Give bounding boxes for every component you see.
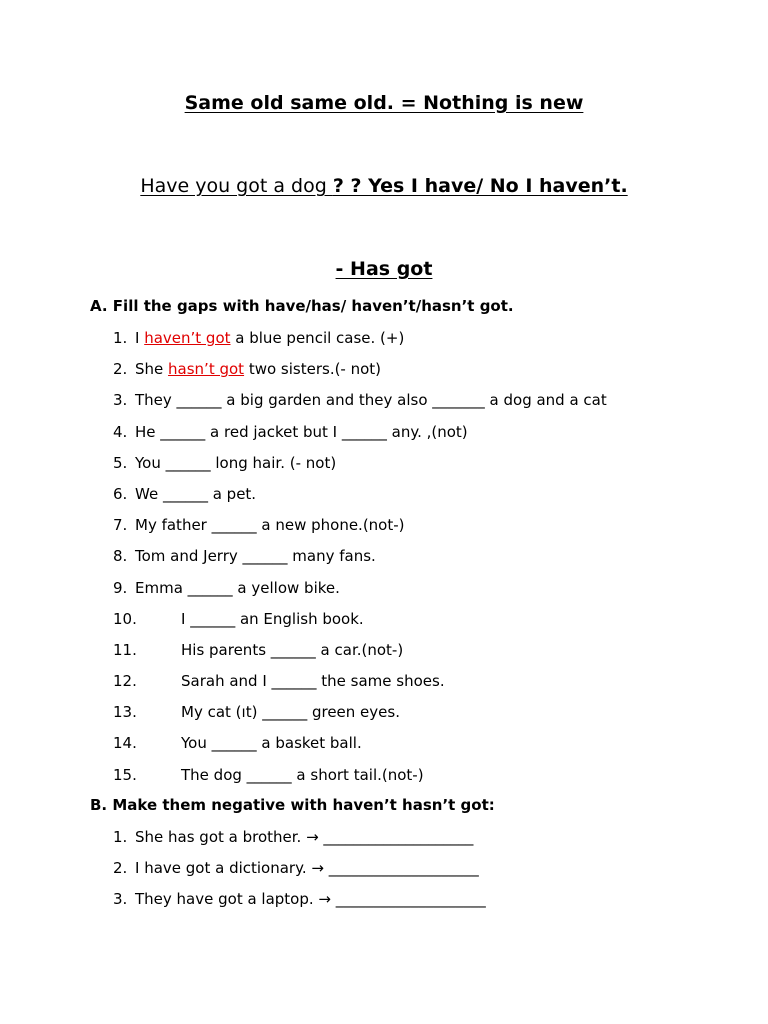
item-number: 10. [113,609,137,628]
item-number: 3. [113,391,128,410]
item-text: The dog ______ a short tail.(not-) [181,765,424,784]
item-text-pre: I [135,329,145,347]
item-text: His parents ______ a car.(not-) [181,640,404,659]
item-text [135,328,404,348]
item-text: My cat (ıt) ______ green eyes. [181,703,400,722]
item-number: 15. [113,765,137,784]
item-number: 2. [113,360,128,379]
item-number: 14. [113,734,137,753]
item-number: 2. [113,859,128,878]
item-text: Sarah and I ______ the same shoes. [181,672,445,691]
item-number: 6. [113,484,128,503]
item-number: 12. [113,672,137,691]
item-text: They ______ a big garden and they also _______ a dog and a cat [135,391,607,410]
section-a-heading: A. Fill the gaps with have/has/ haven’t/hasn’t got. [90,297,514,315]
answer-text: haven’t got [144,329,231,347]
example-question-plain: Have you got a dog [140,175,333,197]
subheading: - Has got [335,258,433,280]
example-question-answer: ? ? Yes I have/ No I haven’t. [332,175,628,197]
item-number: 9. [113,578,128,597]
answer-text: hasn’t got [168,360,245,379]
item-text: She has got a brother. → ____________________ [135,828,474,846]
item-text: Tom and Jerry ______ many fans. [135,547,376,566]
item-number: 7. [113,516,128,535]
page-title: Same old same old. = Nothing is new [184,92,584,114]
item-number: 1. [113,329,128,347]
item-number: 4. [113,422,128,441]
item-text-pre: She [135,360,169,379]
item-text: You ______ long hair. (- not) [135,453,337,472]
item-text-post: a blue pencil case. (+) [230,329,405,347]
item-number: 8. [113,547,128,566]
item-text: I ______ an English book. [181,609,364,628]
item-text: My father ______ a new phone.(not-) [135,516,405,535]
item-text: They have got a laptop. → ____________________ [135,890,486,909]
item-text [135,359,381,379]
section-b-heading: B. Make them negative with haven’t hasn’t got: [90,796,495,814]
item-text: I have got a dictionary. → ____________________ [135,859,479,878]
item-number: 13. [113,703,137,722]
item-number: 11. [113,640,137,659]
item-text-post: two sisters.(- not) [244,360,382,379]
item-text: We ______ a pet. [135,484,257,503]
item-number: 3. [113,890,128,909]
item-text: He ______ a red jacket but I ______ any. ,(not) [135,422,468,441]
item-text: Emma ______ a yellow bike. [135,578,340,597]
item-number: 5. [113,453,128,472]
item-text: You ______ a basket ball. [181,734,362,753]
example-question [0,175,768,197]
item-number: 1. [113,828,128,846]
